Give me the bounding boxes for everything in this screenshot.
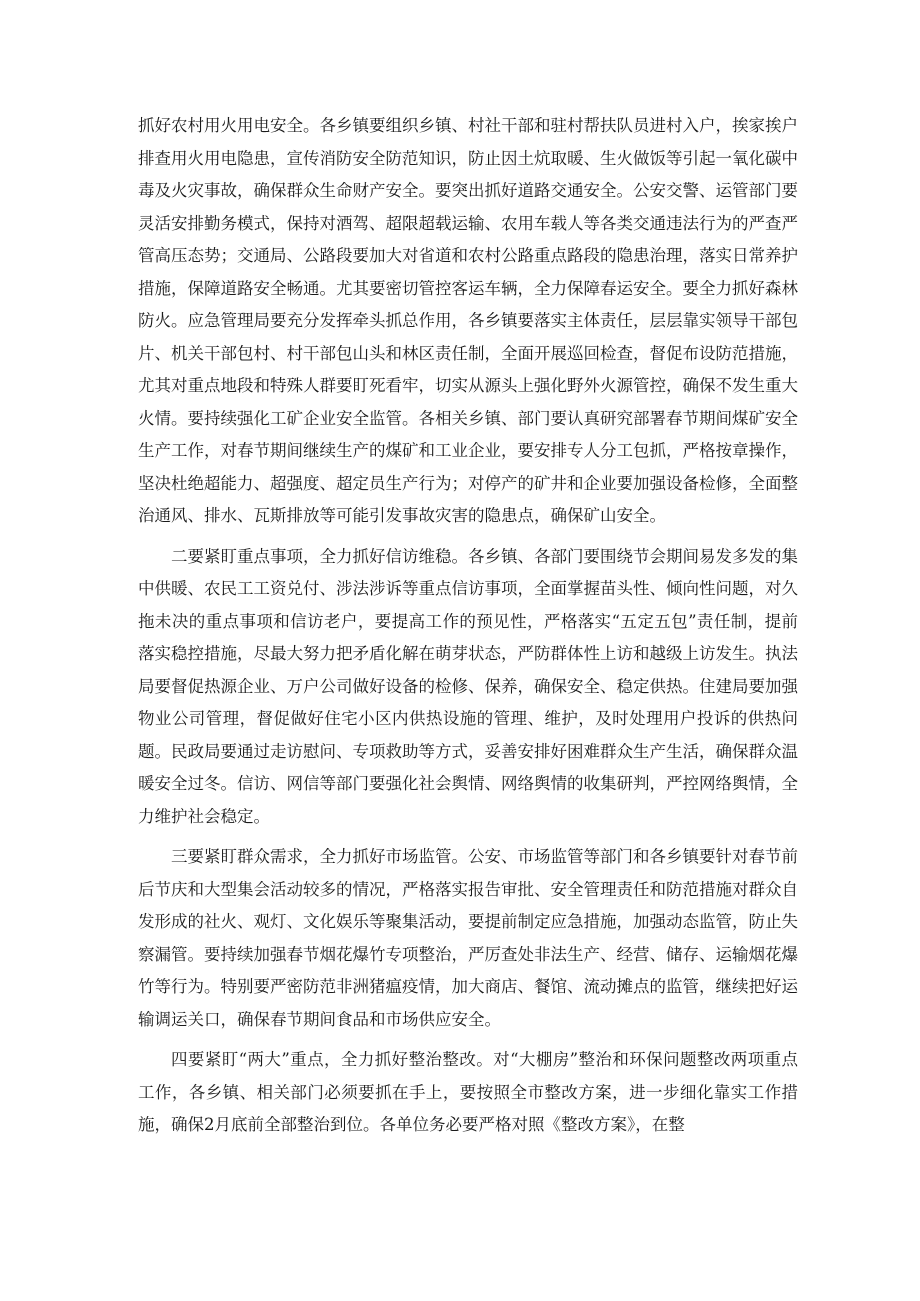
document-body: [138, 110, 798, 1150]
paragraph-continuation: 抓好农村用火用电安全。各乡镇要组织乡镇、村社干部和驻村帮扶队员进村入户，挨家挨户排查用火用电隐患，宣传消防安全防范知识，防止因土炕取暖、生火做饭等引起一氧化碳中毒及火灾事故，确保群众生命财产安全。要突出抓好道路交通安全。公安交警、运管部门要灵活安排勤务模式，保持对酒驾、超限超载运输、农用车载人等各类交通违法行为的严查严管高压态势；交通局、公路段要加大对省道和农村公路重点路段的隐患治理，落实日常养护措施，保障道路安全畅通。尤其要密切管控客运车辆，全力保障春运安全。要全力抓好森林防火。应急管理局要充分发挥牵头抓总作用，各乡镇要落实主体责任，层层靠实领导干部包片、机关干部包村、村干部包山头和林区责任制，全面开展巡回检查，督促布设防范措施，尤其对重点地段和特殊人群要盯死看牢，切实从源头上强化野外火源管控，确保不发生重大火情。要持续强化工矿企业安全监管。各相关乡镇、部门要认真研究部署春节期间煤矿安全生产工作，对春节期间继续生产的煤矿和工业企业，要安排专人分工包抓，严格按章操作，坚决杜绝超能力、超强度、超定员生产行为；对停产的矿井和企业要加强设备检修，全面整治通风、排水、瓦斯排放等可能引发事故灾害的隐患点，确保矿山安全。: [138, 116, 798, 525]
paragraph-market-supervision: 三要紧盯群众需求，全力抓好市场监管。公安、市场监管等部门和各乡镇要针对春节前后节庆和大型集会活动较多的情况，严格落实报告审批、安全管理责任和防范措施对群众自发形成的社火、观灯、文化娱乐等聚集活动，要提前制定应急措施，加强动态监管，防止失察漏管。要持续加强春节烟花爆竹专项整治，严厉查处非法生产、经营、储存、运输烟花爆竹等行为。特别要严密防范非洲猪瘟疫情，加大商店、餐馆、流动摊点的监管，继续把好运输调运关口，确保春节期间食品和市场供应安全。: [138, 847, 798, 1029]
paragraph-rectification: 四要紧盯“两大”重点，全力抓好整治整改。对“大棚房”整治和环保问题整改两项重点工作，各乡镇、相关部门必须要抓在手上，要按照全市整改方案，进一步细化靠实工作措施，确保2月底前全部整治到位。各单位务必要严格对照《整改方案》，在整: [138, 1050, 798, 1134]
paragraph-petition-stability: 二要紧盯重点事项，全力抓好信访维稳。各乡镇、各部门要围绕节会期间易发多发的集中供暖、农民工工资兑付、涉法涉诉等重点信访事项，全面掌握苗头性、倾向性问题，对久拖未决的重点事项和信访老户，要提高工作的预见性，严格落实“五定五包”责任制，提前落实稳控措施，尽最大努力把矛盾化解在萌芽状态，严防群体性上访和越级上访发生。执法局要督促热源企业、万户公司做好设备的检修、保养，确保安全、稳定供热。住建局要加强物业公司管理，督促做好住宅小区内供热设施的管理、维护，及时处理用户投诉的供热问题。民政局要通过走访慰问、专项救助等方式，妥善安排好困难群众生产生活，确保群众温暖安全过冬。信访、网信等部门要强化社会舆情、网络舆情的收集研判，严控网络舆情，全力维护社会稳定。: [138, 546, 798, 826]
